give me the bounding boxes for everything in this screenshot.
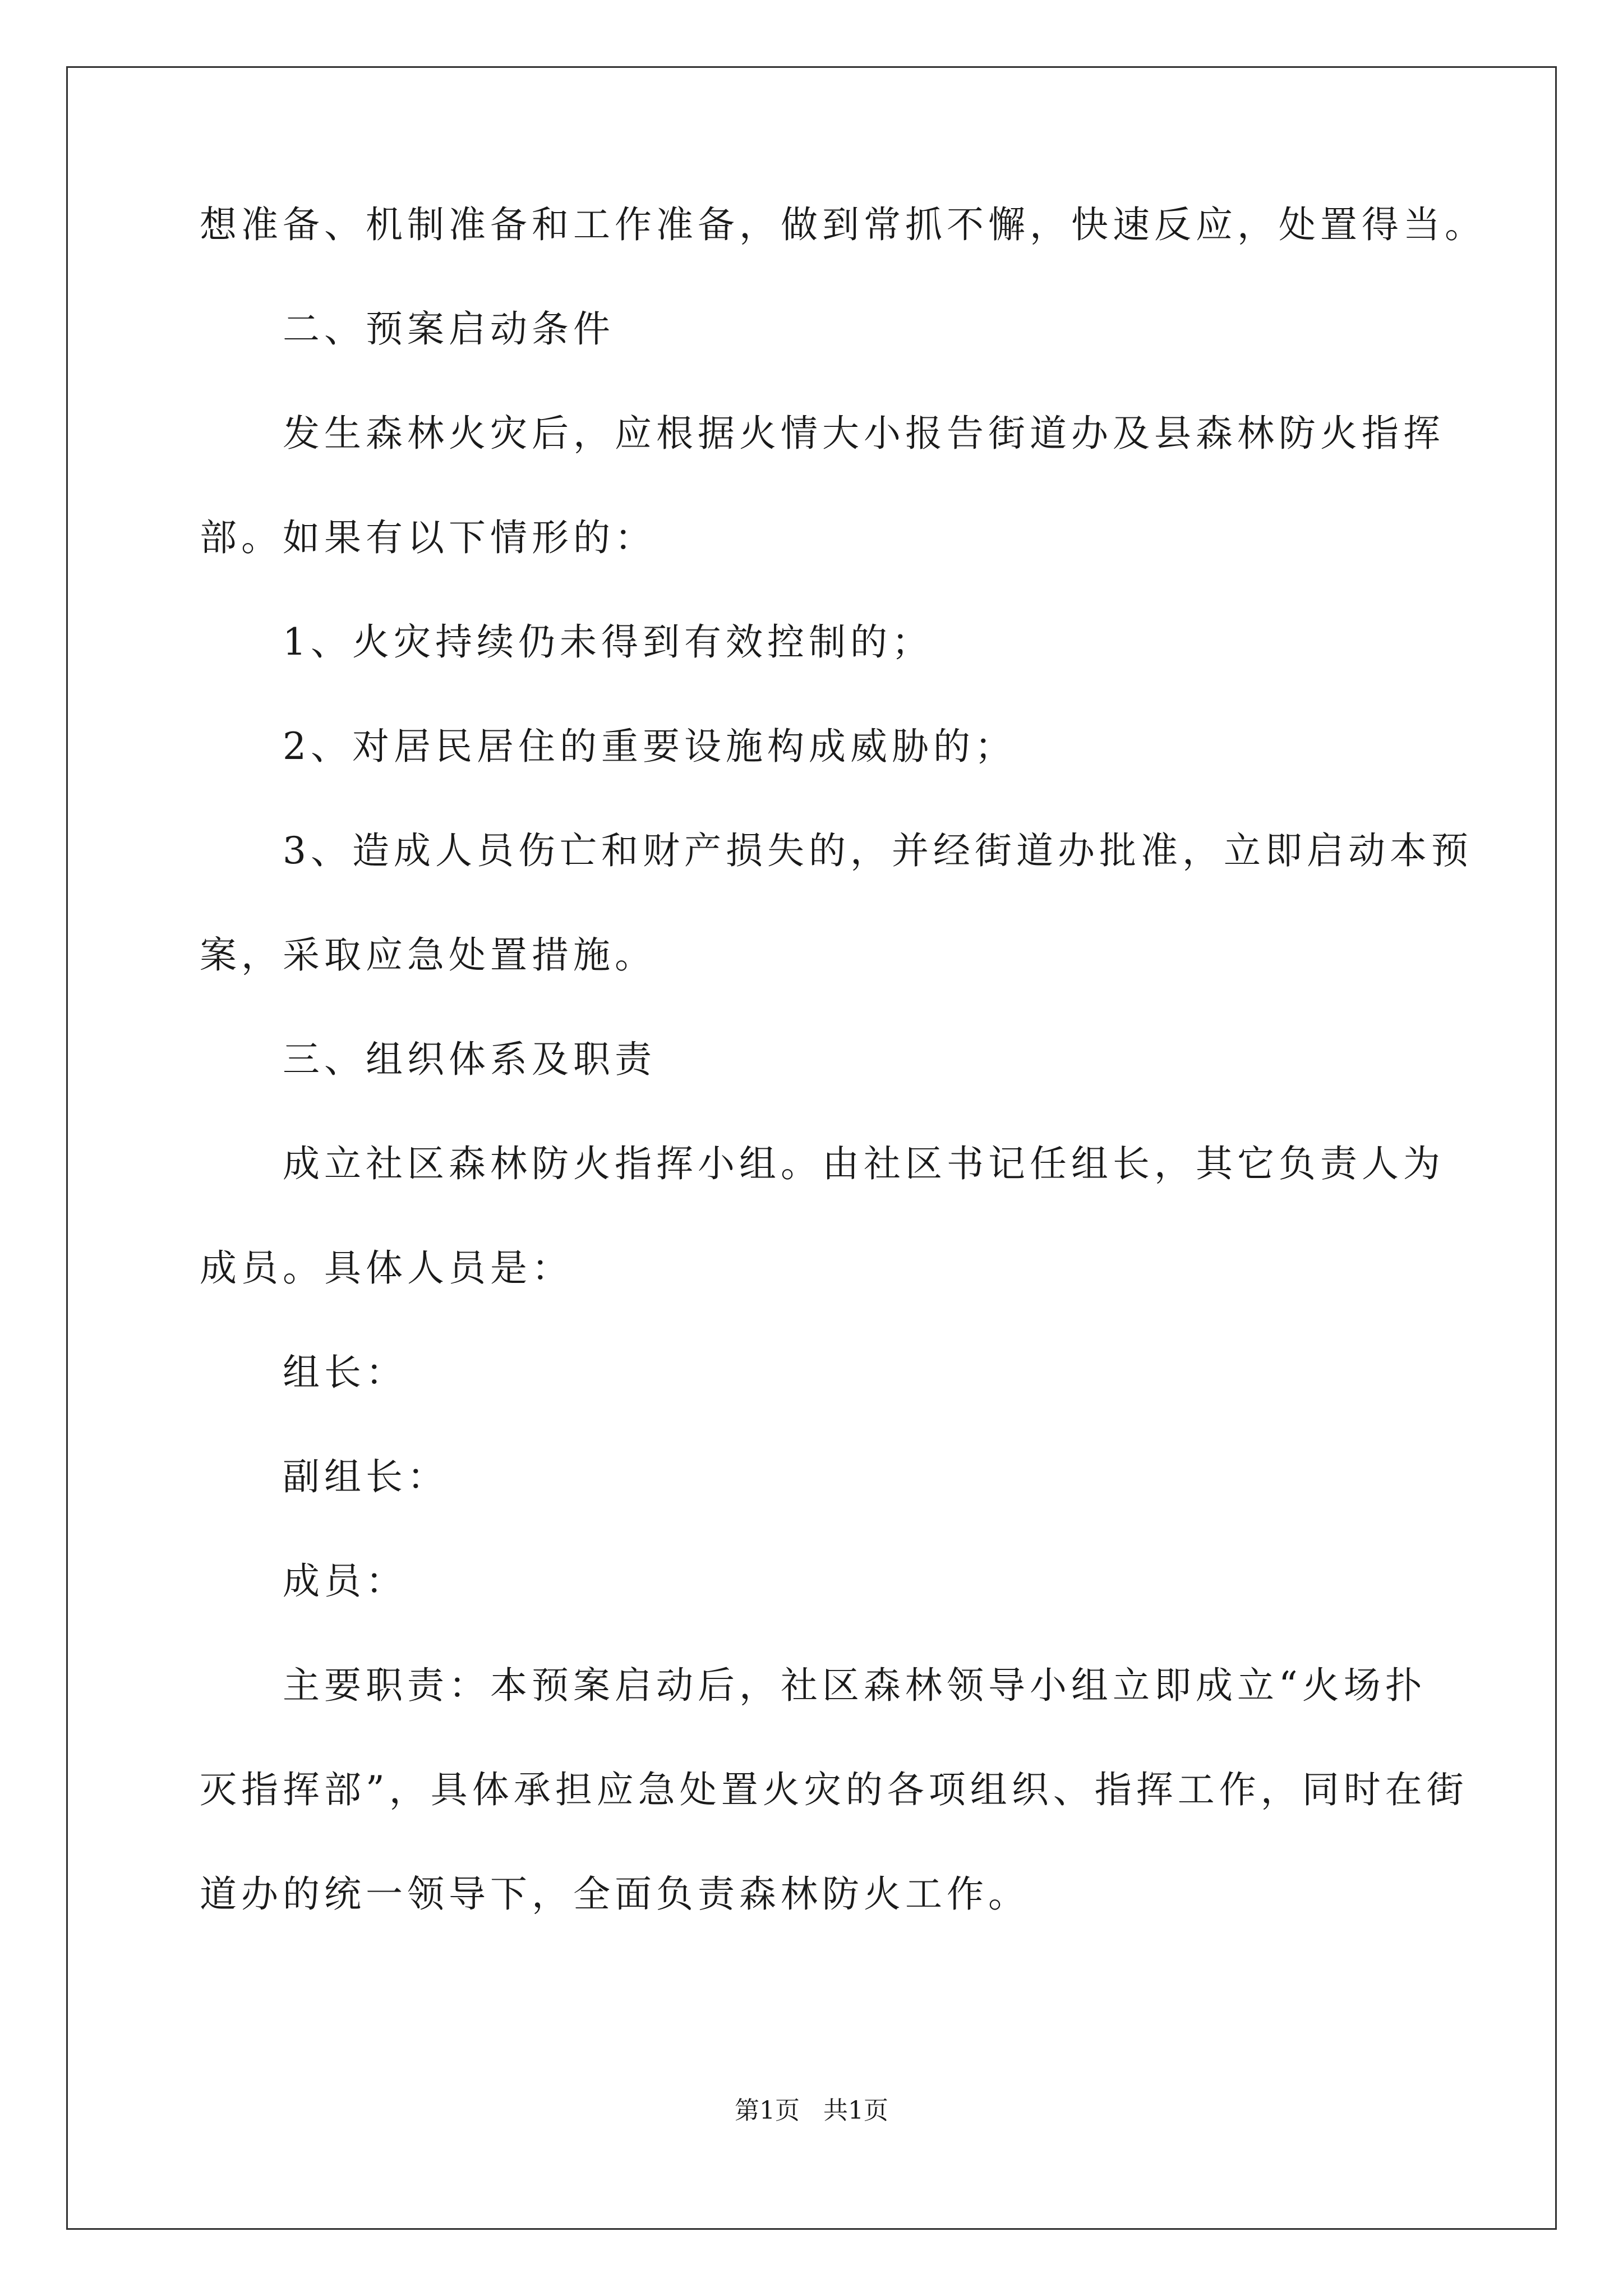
- page-number: 第1页 共1页: [735, 2096, 888, 2125]
- section-heading: 三、组织体系及职责: [283, 1038, 656, 1081]
- section-heading: 二、预案启动条件: [283, 307, 615, 351]
- text-line: 道办的统一领导下，全面负责森林防火工作。: [200, 1872, 1030, 1916]
- role-label: 成员：: [283, 1559, 407, 1603]
- text-line: 成立社区森林防火指挥小组。由社区书记任组长，其它负责人为: [283, 1142, 1445, 1185]
- text-line: 部。如果有以下情形的：: [200, 516, 656, 559]
- list-item: 2、对居民居住的重要设施构成威胁的；: [283, 725, 1016, 768]
- text-line: 想准备、机制准备和工作准备，做到常抓不懈，快速反应，处置得当。: [200, 203, 1486, 246]
- text-line: 主要职责：本预案启动后，社区森林领导小组立即成立“火场扑: [283, 1664, 1427, 1707]
- role-label: 组长：: [283, 1351, 407, 1394]
- list-item: 1、火灾持续仍未得到有效控制的；: [283, 620, 933, 664]
- text-line: 灭指挥部”，具体承担应急处置火灾的各项组织、指挥工作，同时在街: [200, 1768, 1468, 1811]
- list-item: 3、造成人员伤亡和财产损失的，并经街道办批准，立即启动本预: [283, 829, 1473, 872]
- text-line: 发生森林火灾后，应根据火情大小报告街道办及县森林防火指挥: [283, 412, 1445, 455]
- text-line: 成员。具体人员是：: [200, 1246, 573, 1290]
- role-label: 副组长：: [283, 1455, 449, 1498]
- text-line: 案，采取应急处置措施。: [200, 933, 656, 977]
